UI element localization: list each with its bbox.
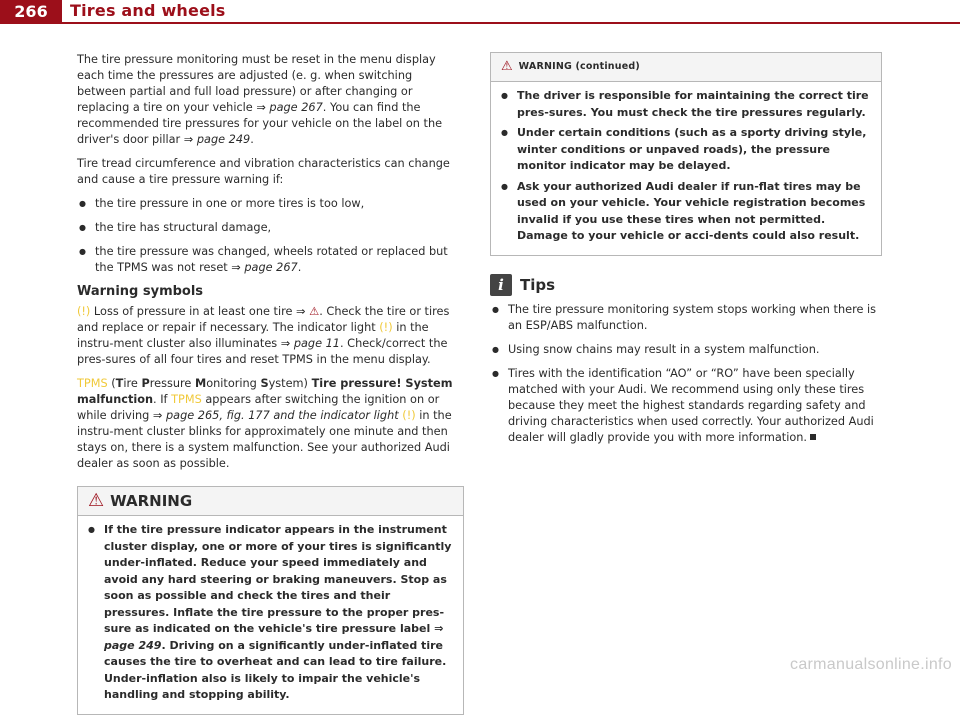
arrow-icon: ⇒ [256,101,266,114]
warning-triangle-icon: ⚠ [88,490,105,511]
tire-pressure-light-icon: (!) [77,305,91,318]
warning-header [78,487,463,516]
tpms-light-icon: TPMS [77,377,108,390]
tips-title: Tips [520,275,556,294]
page-ref-link[interactable]: page 267 [244,261,298,274]
info-icon: i [490,274,512,296]
list-item: ● Under certain conditions (such as a sporty driving style, winter conditions or unpaved roads), the pressure monitor indicator may be delayed. [499,125,873,175]
tips-header [490,274,882,296]
warning-header [491,53,881,82]
arrow-icon: ⇒ [152,409,163,422]
page-header [0,0,960,26]
watermark: carmanualsonline.info [790,656,952,673]
list-item: ● the tire has structural damage, [77,220,464,236]
left-column [77,52,464,715]
list-item: ● the tire pressure was changed, wheels rotated or replaced but the TPMS was not reset ⇒ page 267. [77,244,464,276]
tips-list [490,302,882,446]
paragraph-system-malfunction: TPMS (Tire Pressure Monitoring System) Tire pressure! System malfunction. If TPMS appears after switching the ignition on or while driving ⇒ page 265, fig. 177 and the indicator light (!) in the instru-ment cluster blinks for approximately one minute and then stays on, there is a system malfunction. See your authorized Audi dealer as soon as possible. [77,377,453,470]
page-number: 266 [0,0,62,24]
warning-title: WARNING [110,492,193,510]
tpms-light-icon: TPMS [171,393,202,406]
list-item: ● Tires with the identification “AO” or “RO” have been specially matched with your Audi. We recommend using only these tires because they meet the highest standards regarding safety and driving characteristics when used correctly. Your authorized Audi dealer will gladly provide you with more information. [490,366,882,446]
warning-triangle-icon: ⚠ [309,305,320,318]
arrow-icon: ⇒ [280,337,291,350]
page-ref-link[interactable]: page 11 [293,337,340,350]
section-title: Tires and wheels [70,1,226,20]
list-item: ● Using snow chains may result in a system malfunction. [490,342,882,358]
arrow-icon: ⇒ [231,261,241,274]
end-mark-icon [810,434,816,440]
tire-pressure-light-icon: (!) [379,321,393,334]
paragraph-reset: The tire pressure monitoring must be reset in the menu display each time the pressures are adjusted (e. g. when switching between partial and full load pressure) or after changing or replacing a tire on your vehicle ⇒ page 267. You can find the recommended tire pressures for your vehicle on the label on the driver's door pillar ⇒ page 249. [77,53,443,146]
page-ref-link[interactable]: page 265, [165,409,223,422]
condition-list [77,196,464,276]
page-ref-link[interactable]: page 267 [269,101,323,114]
right-column [490,52,882,454]
page-ref-link[interactable]: page 249 [196,133,251,146]
tire-pressure-light-icon: (!) [402,409,416,422]
warning-continued-box [490,52,882,256]
warning-title: WARNING (continued) [518,61,640,72]
list-item: ● The tire pressure monitoring system stops working when there is an ESP/ABS malfunction. [490,302,882,334]
paragraph-pressure-loss: (!) Loss of pressure in at least one tire ⇒ ⚠. Check the tire or tires and replace or repair if necessary. The indicator light (!) in the instru-ment cluster also illuminates ⇒ page 11. Check/correct the pres-sures of all four tires and reset TPMS in the menu display. [77,305,450,366]
arrow-icon: ⇒ [296,305,306,318]
list-item: ● The driver is responsible for maintaining the correct tire pres-sures. You must check the tire pressures regularly. [499,88,873,121]
warning-triangle-icon: ⚠ [501,59,513,74]
header-rule [62,22,960,24]
warning-body [78,516,463,714]
paragraph-conditions: Tire tread circumference and vibration characteristics can change and cause a tire pressure warning if: [77,157,450,186]
arrow-icon: ⇒ [183,133,194,146]
list-item: ● If the tire pressure indicator appears in the instrument cluster display, one or more of your tires is significantly under-inflated. Reduce your speed immediately and avoid any hard steering or braking maneuvers. Stop as soon as possible and check the tires and their pressures. Inflate the tire pressure to the proper pres-sure as indicated on the vehicle's tire pressure label ⇒ page 249. Driving on a significantly under-inflated tire causes the tire to overheat and can lead to tire failure. Under-inflation also is likely to impair the vehicle's handling and stopping ability. [86,522,455,704]
list-item: ● Ask your authorized Audi dealer if run-flat tires may be used on your vehicle. Your vehicle registration becomes invalid if you use these tires when not permitted. Damage to your vehicle or acci-dents could also result. [499,179,873,245]
malfunction-message: Tire pressure! System malfunction [77,377,453,406]
warning-box [77,486,464,715]
page-ref-link[interactable]: page 249 [104,638,162,652]
arrow-icon: ⇒ [434,622,444,635]
list-item: ● the tire pressure in one or more tires is too low, [77,196,464,212]
warning-symbols-heading: Warning symbols [77,284,204,299]
warning-body [491,82,881,255]
